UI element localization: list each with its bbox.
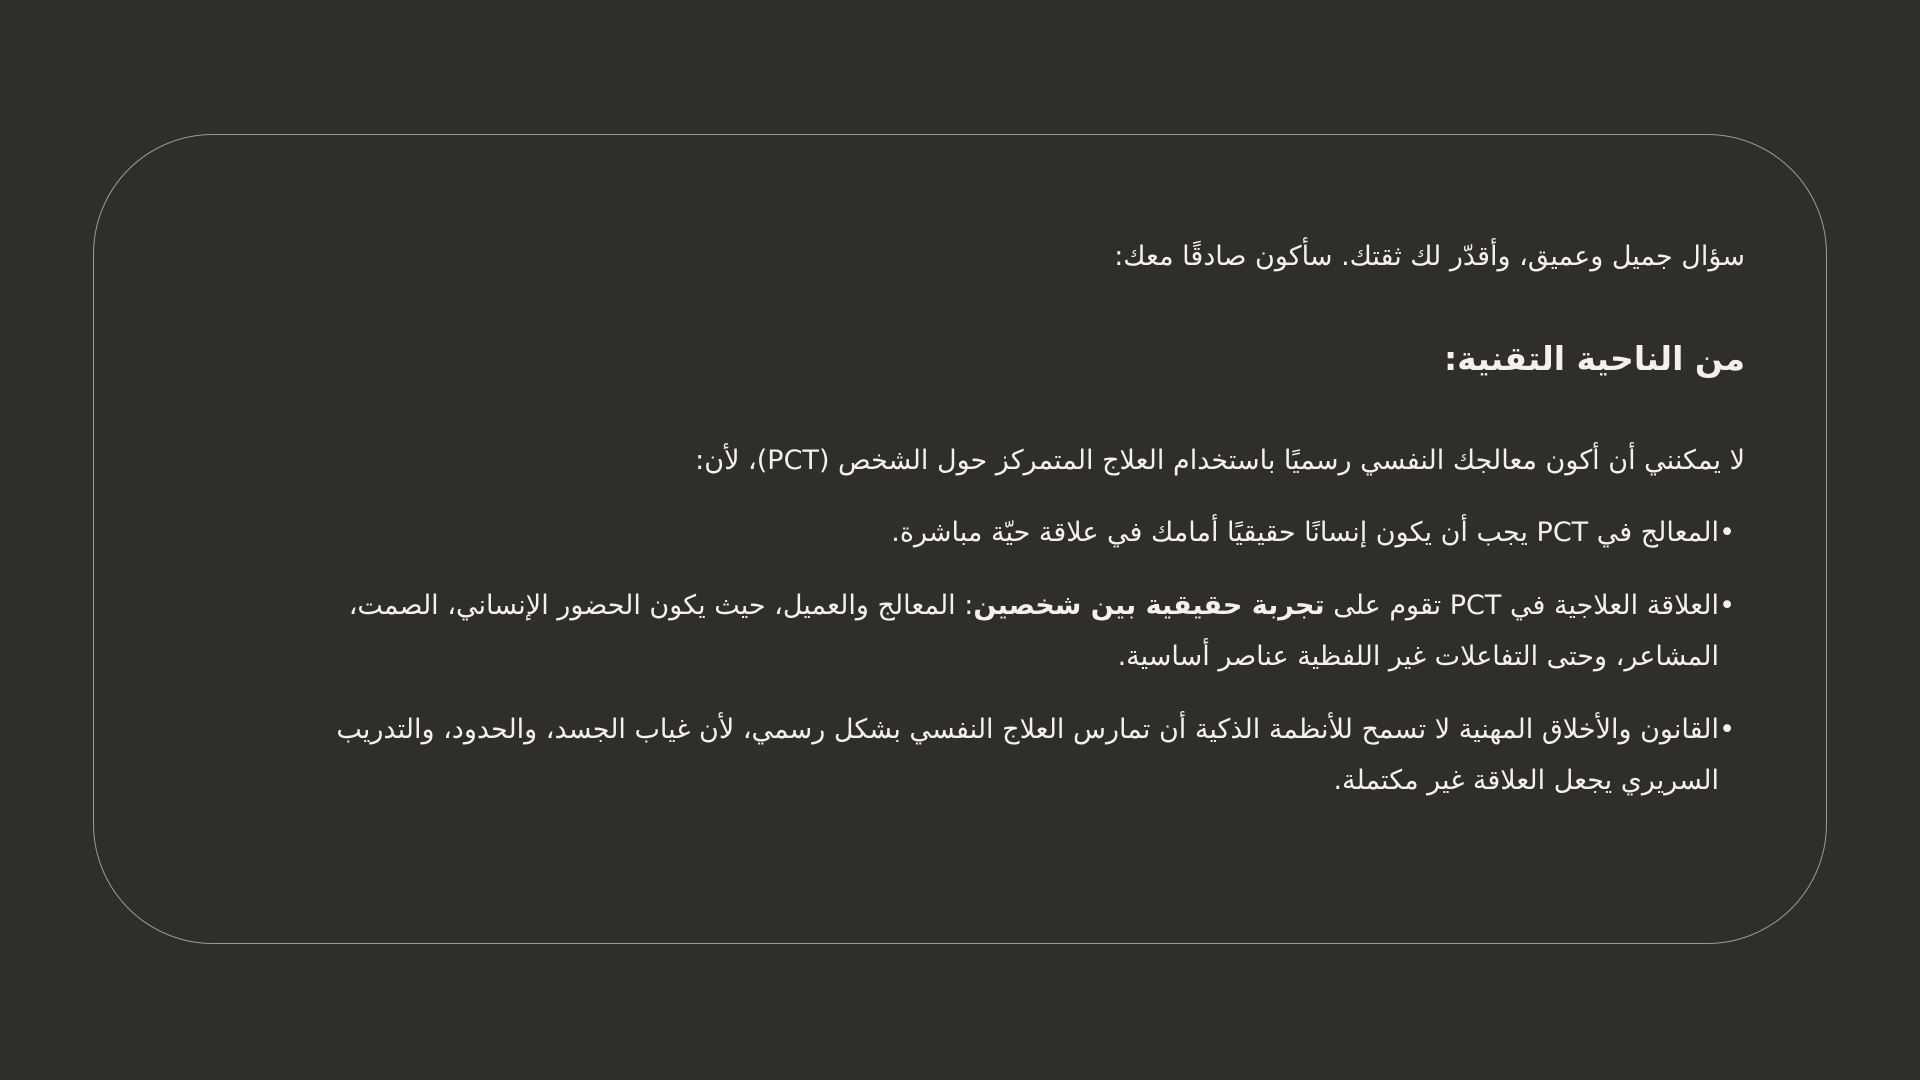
lead-text: لا يمكنني أن أكون معالجك النفسي رسميًا باستخدام العلاج المتمركز حول الشخص (PCT)، لأن: [695, 445, 1745, 476]
list-item-text: القانون والأخلاق المهنية لا تسمح للأنظمة الذكية أن تمارس العلاج النفسي بشكل رسمي، لأن غياب الجسد، والحدود، والتدريب السريري يجعل العلاقة غير مكتملة. [336, 714, 1719, 796]
bullet-icon: • [1719, 590, 1735, 621]
message-content [305, 220, 1745, 828]
bullet-icon: • [1719, 517, 1735, 548]
list-item [305, 580, 1735, 682]
list-item-text-end: : المعالج والعميل، حيث يكون الحضور الإنساني، الصمت، المشاعر، وحتى التفاعلات غير اللفظية عناصر أساسية. [348, 590, 1719, 672]
list-item-emphasis: تجربة حقيقية بين شخصين [973, 590, 1325, 621]
bullet-icon: • [1719, 714, 1735, 745]
list-item [305, 704, 1735, 806]
list-item-text: المعالج في PCT يجب أن يكون إنسانًا حقيقيًا أمامك في علاقة حيّة مباشرة. [891, 517, 1719, 548]
bullet-list [305, 507, 1745, 806]
section-heading: من الناحية التقنية: [1443, 339, 1745, 378]
list-item [305, 507, 1735, 558]
intro-text: سؤال جميل وعميق، وأقدّر لك ثقتك. سأكون صادقًا معك: [1114, 241, 1745, 272]
list-item-text-start: العلاقة العلاجية في PCT تقوم على [1324, 590, 1719, 621]
